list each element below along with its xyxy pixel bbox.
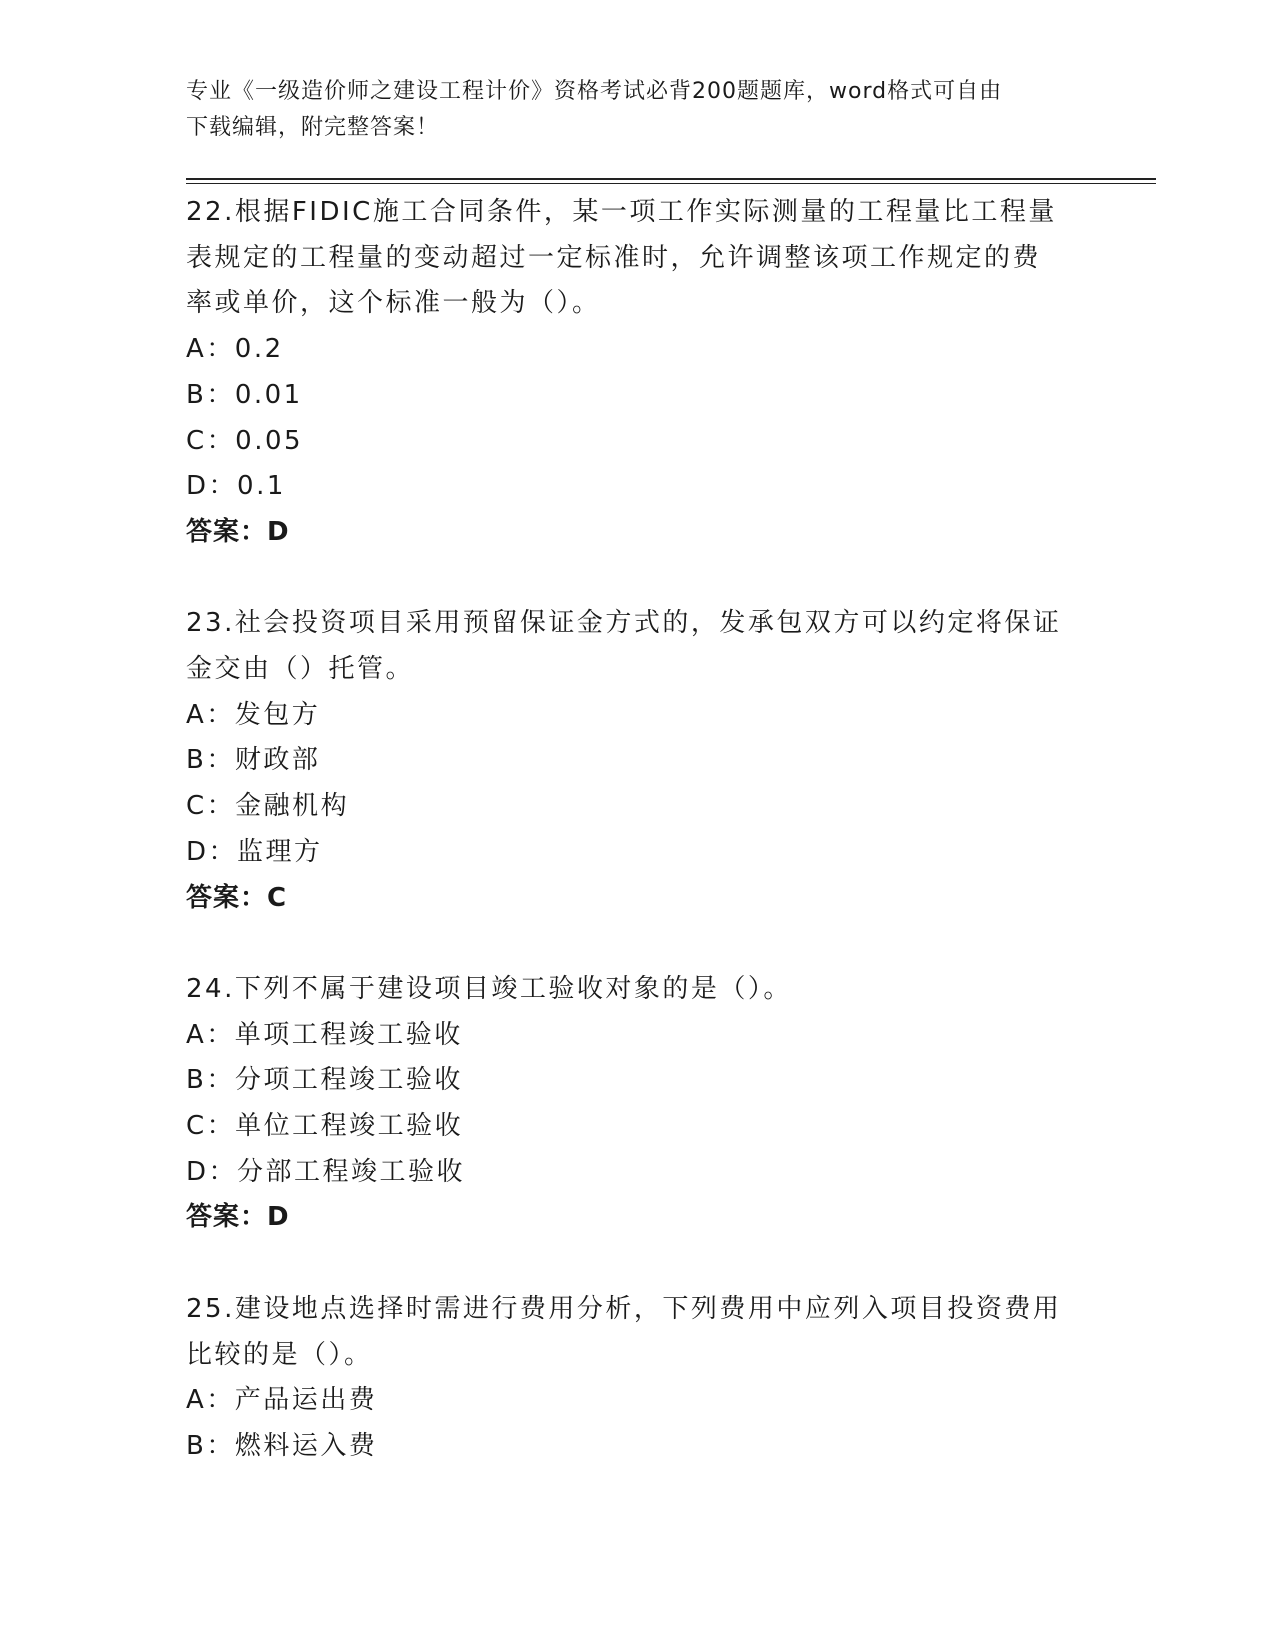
option-b: B：分项工程竣工验收 <box>186 1065 463 1096</box>
question-list <box>186 190 1086 1470</box>
question-stem-line: 比较的是（）。 <box>186 1339 373 1370</box>
answer: 答案：C <box>186 882 288 913</box>
header-line-1: 专业《一级造价师之建设工程计价》资格考试必背200题题库，word格式可自由 <box>186 79 1003 104</box>
option-a: A：发包方 <box>186 699 321 730</box>
question-stem-line: 23.社会投资项目采用预留保证金方式的，发承包双方可以约定将保证 <box>186 608 1062 639</box>
option-a: A：0.2 <box>186 334 284 365</box>
option-d: D：监理方 <box>186 836 323 867</box>
answer: 答案：D <box>186 516 290 547</box>
option-c: C：金融机构 <box>186 791 350 822</box>
question-22 <box>186 190 1086 601</box>
spacer <box>186 556 1086 602</box>
question-stem-line: 22.根据FIDIC施工合同条件，某一项工作实际测量的工程量比工程量 <box>186 197 1057 227</box>
question-25 <box>186 1287 1086 1470</box>
question-stem-line: 24.下列不属于建设项目竣工验收对象的是（）。 <box>186 973 792 1004</box>
option-b: B：财政部 <box>186 745 321 776</box>
question-stem-line: 表规定的工程量的变动超过一定标准时，允许调整该项工作规定的费 <box>186 242 1042 273</box>
answer: 答案：D <box>186 1202 290 1233</box>
header-divider-thick <box>186 178 1156 180</box>
document-header <box>186 74 1086 146</box>
option-b: B：燃料运入费 <box>186 1430 378 1461</box>
option-d: D：分部工程竣工验收 <box>186 1156 466 1187</box>
question-24 <box>186 967 1086 1287</box>
question-stem-line: 金交由（）托管。 <box>186 654 415 685</box>
question-stem-line: 25.建设地点选择时需进行费用分析，下列费用中应列入项目投资费用 <box>186 1293 1062 1324</box>
option-d: D：0.1 <box>186 471 286 502</box>
spacer <box>186 921 1086 967</box>
option-a: A：产品运出费 <box>186 1385 378 1416</box>
question-23 <box>186 601 1086 967</box>
option-b: B：0.01 <box>186 379 303 410</box>
header-divider-thin <box>186 183 1156 184</box>
option-a: A：单项工程竣工验收 <box>186 1019 463 1050</box>
header-line-2: 下载编辑，附完整答案！ <box>186 115 440 140</box>
option-c: C：0.05 <box>186 425 304 456</box>
question-stem-line: 率或单价，这个标准一般为（）。 <box>186 288 601 319</box>
option-c: C：单位工程竣工验收 <box>186 1111 464 1142</box>
spacer <box>186 1241 1086 1287</box>
